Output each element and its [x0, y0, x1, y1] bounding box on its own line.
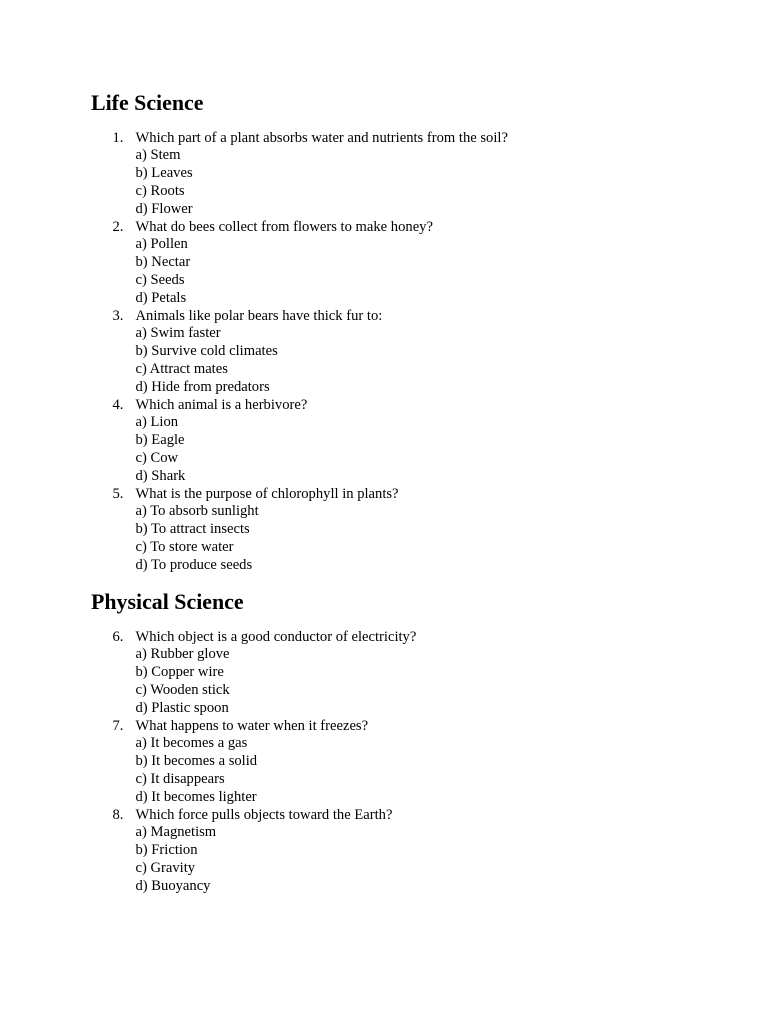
question-list — [91, 130, 731, 575]
question-item — [91, 718, 731, 807]
question-number: 4. — [112, 396, 124, 413]
question-list — [91, 629, 731, 896]
question-text: Animals like polar bears have thick fur to: — [135, 307, 383, 324]
answer-option: d) Plastic spoon — [135, 699, 229, 716]
question-item — [91, 629, 731, 718]
question-item — [91, 308, 731, 397]
question-text: What happens to water when it freezes? — [135, 717, 369, 734]
answer-option: b) Eagle — [135, 432, 185, 449]
answer-option: a) Stem — [135, 147, 181, 164]
answer-option: c) Wooden stick — [135, 681, 230, 698]
answer-option: b) To attract insects — [135, 521, 250, 538]
question-text: Which force pulls objects toward the Earth? — [135, 806, 393, 823]
question-text: What do bees collect from flowers to make honey? — [135, 218, 433, 235]
answer-options — [136, 236, 732, 307]
answer-option: a) Lion — [135, 414, 179, 431]
answer-option: b) Copper wire — [135, 664, 224, 681]
question-text: What is the purpose of chlorophyll in plants? — [135, 485, 399, 502]
question-item — [91, 486, 731, 575]
answer-option: a) It becomes a gas — [135, 735, 248, 752]
answer-option: a) To absorb sunlight — [135, 503, 259, 520]
answer-option: d) Petals — [135, 289, 187, 306]
answer-option: c) It disappears — [135, 770, 225, 787]
answer-option: d) Hide from predators — [135, 378, 270, 395]
answer-option: c) Roots — [135, 182, 185, 199]
answer-option: a) Magnetism — [135, 824, 217, 841]
answer-option: c) Attract mates — [135, 360, 228, 377]
answer-options — [136, 824, 732, 895]
question-number: 2. — [112, 218, 124, 235]
answer-option: b) Survive cold climates — [135, 343, 278, 360]
section-title: Physical Science — [91, 589, 244, 614]
answer-option: b) It becomes a solid — [135, 753, 258, 770]
answer-option: d) Buoyancy — [135, 877, 211, 894]
section-life-science — [91, 90, 731, 575]
section-title: Life Science — [91, 90, 204, 115]
answer-option: b) Friction — [135, 842, 198, 859]
answer-option: a) Swim faster — [135, 325, 221, 342]
question-number: 7. — [112, 717, 124, 734]
answer-option: d) It becomes lighter — [135, 788, 257, 805]
question-number: 3. — [112, 307, 124, 324]
answer-option: a) Rubber glove — [135, 646, 230, 663]
answer-options — [136, 646, 732, 717]
question-item — [91, 219, 731, 308]
answer-option: c) Cow — [135, 449, 179, 466]
answer-option: c) Seeds — [135, 271, 185, 288]
answer-option: b) Nectar — [135, 254, 191, 271]
question-text: Which part of a plant absorbs water and nutrients from the soil? — [135, 129, 508, 146]
question-item — [91, 130, 731, 219]
answer-option: c) To store water — [135, 538, 234, 555]
section-physical-science — [91, 589, 731, 896]
answer-option: d) Shark — [135, 467, 186, 484]
question-text: Which object is a good conductor of electricity? — [135, 628, 417, 645]
answer-option: b) Leaves — [135, 165, 193, 182]
answer-option: d) To produce seeds — [135, 556, 253, 573]
answer-option: c) Gravity — [135, 859, 196, 876]
answer-options — [136, 414, 732, 485]
question-number: 5. — [112, 485, 124, 502]
answer-options — [136, 325, 732, 396]
question-number: 6. — [112, 628, 124, 645]
question-number: 8. — [112, 806, 124, 823]
answer-options — [136, 503, 732, 574]
answer-option: d) Flower — [135, 200, 193, 217]
question-text: Which animal is a herbivore? — [135, 396, 308, 413]
question-number: 1. — [112, 129, 124, 146]
answer-options — [136, 735, 732, 806]
answer-options — [136, 147, 732, 218]
answer-option: a) Pollen — [135, 236, 188, 253]
question-item — [91, 397, 731, 486]
question-item — [91, 807, 731, 896]
